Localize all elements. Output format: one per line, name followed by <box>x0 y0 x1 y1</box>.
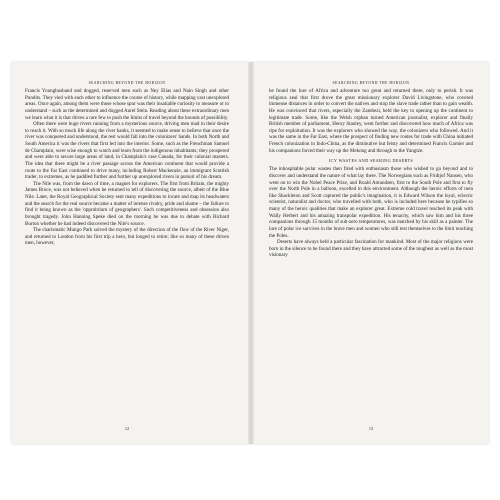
page-body <box>25 88 229 416</box>
book-gutter <box>248 62 254 444</box>
section-subheading: ICY WASTES AND SEARING DESERTS <box>328 158 414 164</box>
page-body <box>269 88 473 416</box>
paragraph: Often there were huge rivers running from a mysterious source, driving men mad in their desire to reach it. With so much life along the river banks, it seemed to make sense to believe that once the river was conquered and understood, the rest would fall into the colonizers' hands. In both North and South America it was the rivers that first led into the interior. Some, such as the Frenchman Samuel de Champlain, were wise enough to watch and learn from the indigenous inhabitants; they prospered and were able to secure large areas of land, in Champlain's case Canada, for their colonial masters. The idea that there might be a river passage across the American continent that would provide a route to the Far East continued to drive many, including Robert Mackenzie, an immigrant Scottish trader, to extremes, as he paddled further and further up unexplored rivers in pursuit of his dream. <box>25 121 229 181</box>
paragraph: The charismatic Mungo Park solved the mystery of the direction of the flow of the River Niger, and returned to London from his first trip a hero, but longed to retire; like so many of these driven men, however, <box>25 227 229 247</box>
page-number: 13 <box>368 426 374 431</box>
paragraph: he found the lure of Africa and adventure too great and returned there, only to perish. It was religious zeal that first drove the great missionary explorer David Livingstone, who covered immense distances in order to convert the natives and stop the slave trade rather than to gain wealth. He was convinced that rivers, especially the Zambezi, held the key to opening up the continent to legitimate trade. Some, like the Welsh orphan turned American journalist, explorer and finally British member of parliament, Henry Stanley, went further and discovered how much of Africa was ripe for exploitation. It was the explorers who showed the way, the colonizers who followed. And it was the same in the Far East, where the prospect of finding new routes for trade with China initiated French colonization in Indo-China, as the diminutive but feisty and determined Francis Garnier and his companions forced their way up the Mekong and through to the Yangtze. <box>269 88 473 154</box>
running-head: SEARCHING BEYOND THE HORIZON <box>88 81 166 85</box>
page-number: 12 <box>124 426 130 431</box>
running-head: SEARCHING BEYOND THE HORIZON <box>332 81 410 85</box>
left-page <box>25 78 229 432</box>
right-page <box>269 78 473 432</box>
paragraph: Deserts have always held a particular fascination for mankind. Most of the major religions were born in the silence to be found there and they have attracted some of the toughest as well as the most visionary <box>269 239 473 259</box>
paragraph: The inhospitable polar wastes then fired with enthusiasm those who wished to go beyond and to discover and understand the nature of what lay there. The Norwegians such as Fridtjof Nansen, who went on to win the Nobel Peace Prize, and Roald Amundsen, first to the South Pole and first to fly over the North Pole in a balloon, excelled in this environment. Although the heroic efforts of men like Shackleton and Scott captured the public's imagination, it is Edward Wilson the loyal, eclectic scientist, naturalist and doctor, who travelled with both, who is included here because he typifies so many of the heroic qualities that make an explorer great. Extreme cold travel reached its peak with Wally Herbert and his amazing transpolar expedition. His tenacity, which saw him and his three companions through 15 months of sub-zero temperatures, was matched by his skill as a painter. The lure of polar ice survives in the brave men and women who still test themselves to the limit reaching the Poles. <box>269 166 473 239</box>
paragraph: Francis Younghusband and dogged, reserved men such as Ney Elias and Nain Singh and other Pundits. They vied with each other to influence the course of history, while mapping vast unexplored areas. Once again, among them were those whose spur was their insatiable curiosity to measure or to understand – such as the determined and dogged Aurel Stein. Reading about these extraordinary men we learn what it is that drives a rare few to push the limits of travel beyond the bounds of possibility. <box>25 88 229 121</box>
book-spread <box>11 62 489 444</box>
paragraph: The Nile was, from the dawn of time, a magnet for explorers. The first from Britain, the mighty James Bruce, was not believed when he returned to tell of discovering the source, albeit of the Blue Nile. Later, the Royal Geographical Society sent many expeditions to locate and map its headwaters and the search for the real source became a matter of intense rivalry, pride and shame – the failure to find it being known as the 'opprobrium of geographers'. Such competitiveness and obsession also brought tragedy. John Hanning Speke died on the morning he was due to debate with Richard Burton whether he had indeed discovered the Nile's source. <box>25 180 229 227</box>
